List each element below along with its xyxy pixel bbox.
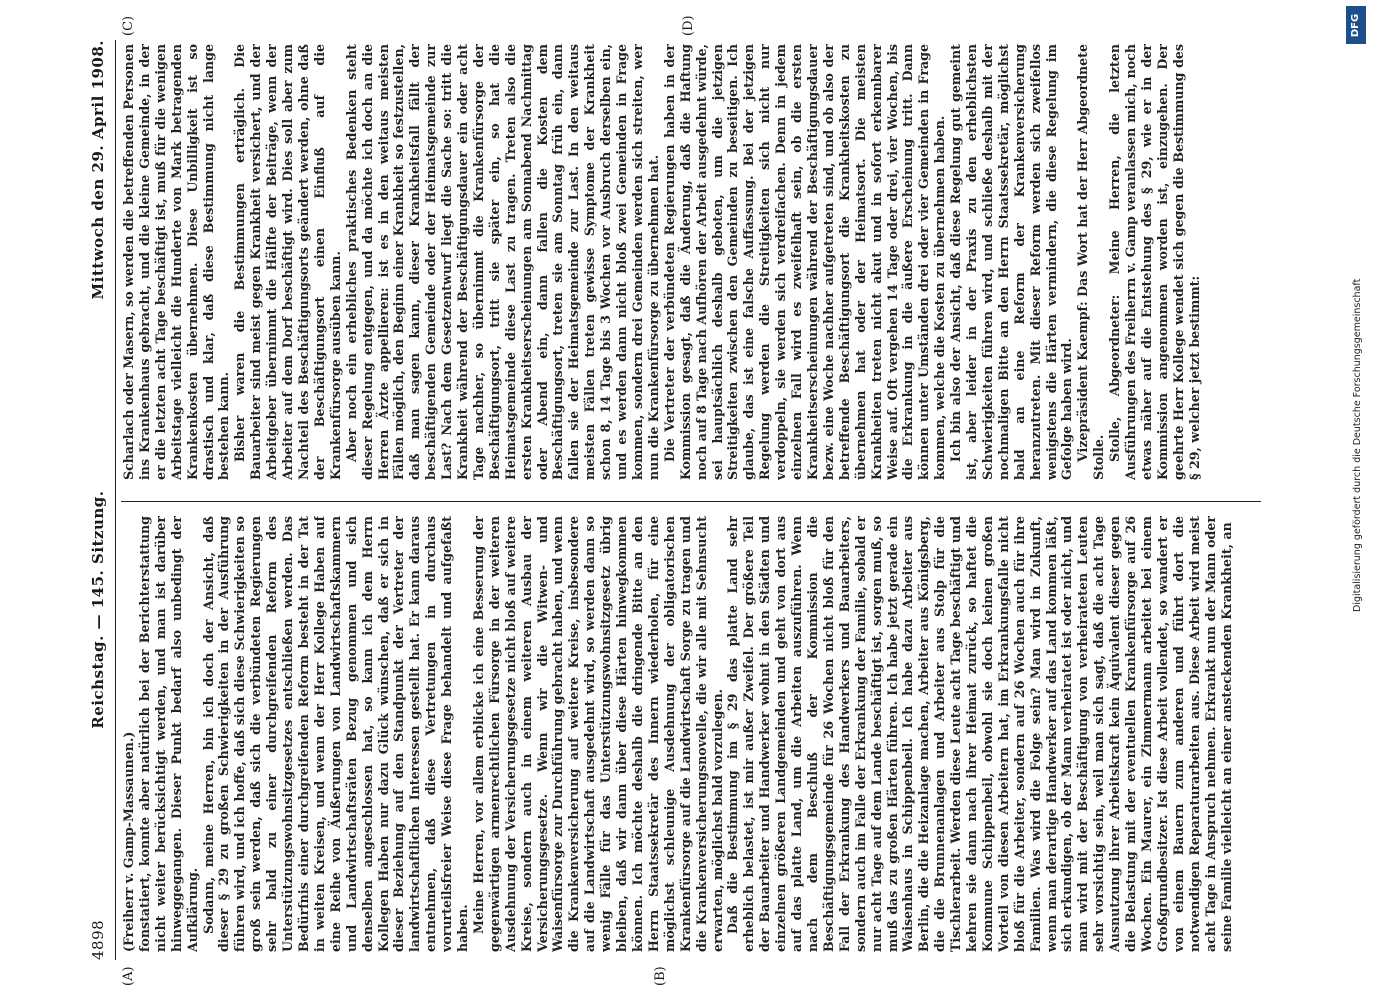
paragraph: Vizepräsident Kaempf: Das Wort hat der Herr Abgeordnete Stolle. bbox=[1075, 44, 1107, 480]
speaker-line: (Freiherr v. Gamp-Massaunen.) bbox=[121, 731, 136, 952]
margin-mark-b: (B) bbox=[653, 966, 668, 986]
margin-mark-c: (C) bbox=[121, 15, 136, 36]
document-page bbox=[41, 0, 1341, 1000]
paragraph: Scharlach oder Masern, so werden die betreffenden Personen ins Krankenhaus gebracht, und die kleine Gemeinde, in der er die letzten acht Tage beschäftigt ist, muß für die wenigen Arbeitstage vielleicht die Hunderte von Mark betragenden Krankenkosten übernehmen. Diese Unbilligkeit ist so drastisch und klar, daß diese Bestimmung nicht lange bestehen kann. bbox=[121, 44, 232, 480]
paragraph: Meine Herren, vor allem erblicke ich eine Besserung der gegenwärtigen armenrechtlichen Fürsorge in der weiteren Ausdehnung der Versicherungsgesetze nicht bloß auf weitere Kreise, sondern auch in einem weiteren Ausbau der Versicherungsgesetze. Wenn wir die Witwen- und Waisenfürsorge zur Durchführung gebracht haben, und wenn die Krankenversicherung auf weitere Kreise, insbesondere auf die Landwirtschaft ausgedehnt wird, so werden dann so wenig Fälle für das Unterstützungswohnsitzgesetz übrig bleiben, daß wir dann über diese Härten hinwegkommen können. Ich möchte deshalb die dringende Bitte an den Herrn Staatssekretär des Innern wiederholen, für eine möglichst schleunige Ausdehnung der obligatorischen Krankenfürsorge auf die Landwirtschaft Sorge zu tragen und die Krankenversicherungsnovelle, die wir alle mit Sehnsucht erwarten, möglichst bald vorzulegen. bbox=[470, 516, 725, 952]
header-rule bbox=[115, 40, 116, 960]
margin-mark-d: (D) bbox=[681, 15, 696, 36]
paragraph: Bisher waren die Bestimmungen erträglich. Die Bauarbeiter sind meist gegen Krankheit versichert, und der Arbeitgeber übernimmt die Hälfte der Beiträge, wenn der Arbeiter auf dem Dorf beschäftigt wird. Dies soll aber zum Nachteil des Beschäftigungsorts geändert werden, ohne daß der Beschäftigungsort einen Einfluß auf die Krankenfürsorge ausüben kann. bbox=[232, 44, 343, 480]
paragraph: Ich bin also der Ansicht, daß diese Regelung gut gemeint ist, aber leider in der Praxis zu den erheblichsten Schwierigkeiten führen wird, und schließe deshalb mit der nochmaligen Bitte an den Herrn Staatssekretär, möglichst bald an eine Reform der Krankenversicherung heranzutreten. Mit dieser Reform werden sich zweifellos wenigstens die Härten vermindern, die diese Regelung im Gefolge haben wird. bbox=[948, 44, 1075, 480]
right-text-column bbox=[121, 44, 1261, 480]
page-header bbox=[87, 40, 109, 960]
paragraph: Aber noch ein erhebliches praktisches Bedenken steht dieser Regelung entgegen, und da möchte ich doch an die Herren Ärzte appellieren: ist es in den weitaus meisten Fällen möglich, den Beginn einer Krankheit so festzustellen, daß man sagen kann, dieser Krankheitsfall fällt der beschäftigenden Gemeinde oder der Heimatsgemeinde zur Last? Nach dem Gesetzentwurf liegt die Sache so: tritt die Krankheit während der Beschäftigungsdauer ein oder acht Tage nachher, so übernimmt die Krankenfürsorge der Beschäftigungsort, tritt sie später ein, so hat die Heimatsgemeinde diese Last zu tragen. Treten also die ersten Krankheitserscheinungen am Sonnabend Nachmittag oder Abend ein, dann fallen die Kosten dem Beschäftigungsort, treten sie am Sonntag früh ein, dann fallen sie der Heimatsgemeinde zur Last. In den weitaus meisten Fällen treten gewisse Symptome der Krankheit schon 8, 14 Tage bis 3 Wochen vor Ausbruch derselben ein, und es werden dann nicht bloß zwei Gemeinden in Frage kommen, sondern drei Gemeinden werden sich streiten, wer nun die Krankenfürsorge zu übernehmen hat. bbox=[343, 44, 661, 480]
paragraph: Die Vertreter der verbündeten Regierungen haben in der Kommission gesagt, daß die Änderung, daß die Haftung noch auf 8 Tage nach Aufhören der Arbeit ausgedehnt würde, sei hauptsächlich deshalb geboten, um die jetzigen Streitigkeiten zwischen den Gemeinden zu beseitigen. Ich glaube, das ist eine falsche Auffassung. Bei der jetzigen Regelung werden die Streitigkeiten sich nicht nur verdoppeln, sie werden sich verdreifachen. Denn in jedem einzelnen Fall wird es zweifelhaft sein, ob die ersten Krankheitserscheinungen während der Beschäftigungsdauer bezw. eine Woche nachher aufgetreten sind, und ob also der betreffende Beschäftigungsort die Krankheitskosten zu übernehmen hat oder der Heimatsort. Die meisten Krankheiten treten nicht akut und in sofort erkennbarer Weise auf. Oft vergehen 14 Tage oder drei, vier Wochen, bis die Erkrankung in die äußere Erscheinung tritt. Dann können unter Umständen drei oder vier Gemeinden in Frage kommen, welche die Kosten zu übernehmen haben. bbox=[661, 44, 948, 480]
paragraph: Sodann, meine Herren, bin ich doch der Ansicht, daß dieser § 29 zu großen Schwierigkeiten in der Ausführung führen wird, und ich hoffe, daß sich diese Schwierigkeiten so groß sein werden, daß sich die verbündeten Regierungen sehr bald zu einer durchgreifenden Reform des Unterstützungswohnsitzgesetzes entschließen werden. Das Bedürfnis einer durchgreifenden Reform besteht in der Tat in weiten Kreisen, und wenn der Herr Kollege Haben auf eine Reihe von Äußerungen von Landwirtschaftskammern und Landwirtschaftsräten Bezug genommen und sich denselben angeschlossen hat, so kann ich dem Herrn Kollegen Haben nur dazu Glück wünschen, daß er sich in dieser Beziehung auf den Standpunkt der Vertreter der landwirtschaftlichen Interessen gestellt hat. Er kann daraus entnehmen, daß diese Vertretungen in durchaus vorurteilsfreier Weise diese Frage behandelt und aufgefaßt haben. bbox=[200, 516, 471, 952]
header-date: Mittwoch den 29. April 1908. bbox=[89, 40, 107, 300]
page-number: 4898 bbox=[89, 919, 107, 960]
paragraph: Stolle, Abgeordneter: Meine Herren, die letzten Ausführungen des Freiherrn v. Gamp veranlassen mich, noch etwas näher auf die Entstehung des § 29, wie er in der Kommission angenommen worden ist, einzugehen. Der geehrte Herr Kollege wendet sich gegen die Bestimmung des § 29, welcher jetzt bestimmt: bbox=[1107, 44, 1202, 480]
header-title: Reichstag. — 145. Sitzung. bbox=[89, 490, 107, 729]
column-divider bbox=[121, 501, 1261, 502]
paragraph: fonstatiert, konnte aber natürlich bei der Berichterstattung nicht weiter berücksichtigt werden, und man ist darüber hinweggegangen. Dieser Punkt bedarf also unbedingt der Aufklärung. bbox=[136, 516, 200, 952]
paragraph: Daß die Bestimmung im § 29 das platte Land sehr erheblich belastet, ist mir außer Zweifel. Der größere Teil der Bauarbeiter und Handwerker wohnt in den Städten und einzelnen größeren Landgemeinden und geht von dort aus auf das platte Land, um die Arbeiten auszuführen. Wenn nach dem Beschluß der Kommission die Beschäftigungsgemeinde für 26 Wochen nicht bloß für den Fall der Erkrankung des Handwerkers und Bauarbeiters, sondern auch im Falle der Erkrankung der Familie, sobald er nur acht Tage auf dem Lande beschäftigt ist, sorgen muß, so muß das zu großen Härten führen. Ich habe jetzt gerade ein Waisenhaus in Schippenbeil. Ich habe dazu Arbeiter aus Berlin, die die Heizanlage machen, Arbeiter aus Königsberg, die die Brunnenanlagen und Arbeiter aus Stolp für die Tischlerarbeit. Werden diese Leute acht Tage beschäftigt und kehren sie dann nach ihrer Heimat zurück, so haftet die Kommune Schippenbeil, obwohl sie doch keinen großen Vorteil von diesen Arbeitern hat, im Erkrankungsfalle nicht bloß für die Arbeiter, sondern auf 26 Wochen auch für ihre Familien. Was wird die Folge sein? Man wird in Zukunft, wenn man derartige Handwerker auf das Land kommen läßt, sich erkundigen, ob der Mann verheiratet ist oder nicht, und man wird mit der Beschäftigung von verheirateten Leuten sehr vorsichtig sein, weil man sich sagt, daß die acht Tage Ausnutzung ihrer Arbeitskraft kein Äquivalent dieser gegen die Belastung mit der eventuellen Krankenfürsorge auf 26 Wochen. Ein Maurer, ein Zimmermann arbeitet bei einem Großgrundbesitzer. Ist diese Arbeit vollendet, so wandert er von einem Bauern zum anderen und führt dort die notwendigen Reparaturarbeiten aus. Diese Arbeit wird meist acht Tage in Anspruch nehmen. Erkrankt nun der Mann oder seine Familie vielleicht an einer ansteckenden Krankheit, an bbox=[725, 516, 1234, 952]
left-text-column bbox=[121, 516, 1261, 952]
funding-notice: Digitalisierung gefördert durch die Deutsche Forschungsgemeinschaft bbox=[1352, 278, 1363, 612]
margin-mark-a: (A) bbox=[121, 966, 136, 986]
dfg-logo: DFG bbox=[1346, 6, 1366, 44]
